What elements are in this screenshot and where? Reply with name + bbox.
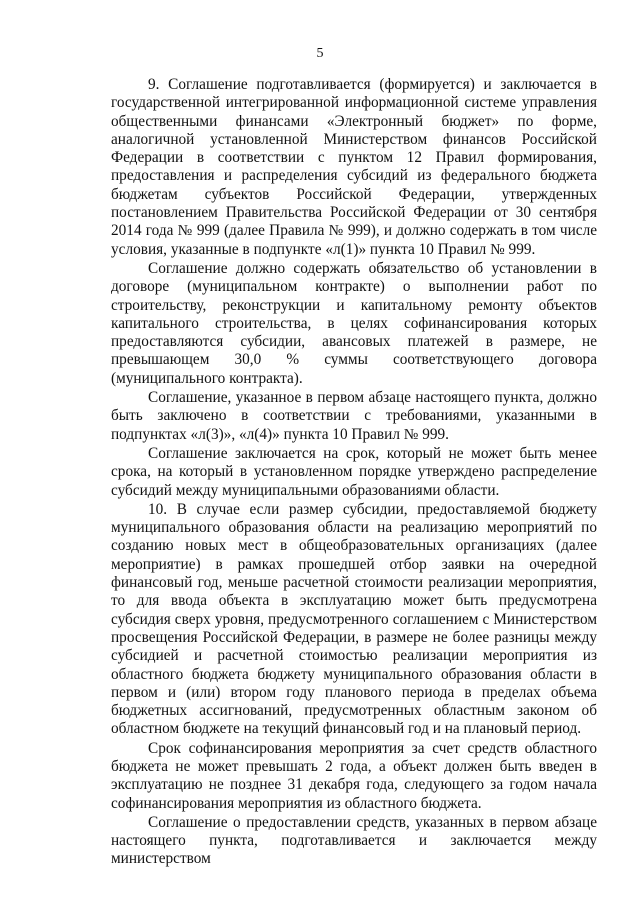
paragraph-cofinancing-term: Срок софинансирования мероприятия за счет средств областного бюджета не может превышать 2 года, а объект должен быть введен в эксплуатацию не позднее 31 декабря года, следующего за годом начала софинансирования мероприятия из областного бюджета.	[111, 739, 597, 812]
document-body	[111, 76, 597, 869]
paragraph-9: 9. Соглашение подготавливается (формируется) и заключается в государственной интегрированной информационной системе управления общественными финансами «Электронный бюджет» по форме, аналогичной установленной Министерством финансов Российской Федерации в соответствии с пунктом 12 Правил формирования, предоставления и распределения субсидий из федерального бюджета бюджетам субъектов Российской Федерации, утвержденных постановлением Правительства Российской Федерации от 30 сентября 2014 года № 999 (далее Правила № 999), и должно содержать в том числе условия, указанные в подпункте «л(1)» пункта 10 Правил № 999.	[111, 76, 597, 258]
paragraph-agreement-term: Соглашение заключается на срок, который не может быть менее срока, на который в установленном порядке утверждено распределение субсидий между муниципальными образованиями области.	[111, 444, 597, 499]
page-number: 5	[316, 46, 324, 61]
paragraph-10: 10. В случае если размер субсидии, предоставляемой бюджету муниципального образования области на реализацию мероприятий по созданию новых мест в общеобразовательных организациях (далее мероприятие) в рамках прошедшей отбор заявки на очередной финансовый год, меньше расчетной стоимости реализации мероприятия, то для ввода объекта в эксплуатацию может быть предусмотрена субсидия сверх уровня, предусмотренного соглашением с Министерством просвещения Российской Федерации, в размере не более разницы между субсидией и расчетной стоимостью реализации мероприятия из областного бюджета бюджету муниципального образования области в первом и (или) втором году планового периода в пределах объема бюджетных ассигнований, предусмотренных областным законом об областном бюджете на текущий финансовый год и на плановый период.	[111, 500, 597, 738]
paragraph-agreement-requirements: Соглашение, указанное в первом абзаце настоящего пункта, должно быть заключено в соответствии с требованиями, указанными в подпунктах «л(3)», «л(4)» пункта 10 Правил № 999.	[111, 389, 597, 443]
paragraph-agreement-obligation: Соглашение должно содержать обязательство об установлении в договоре (муниципальном контракте) о выполнении работ по строительству, реконструкции и капитальному ремонту объектов капитального строительства, в целях софинансирования которых предоставляются субсидии, авансовых платежей в размере, не превышающем 30,0 % суммы соответствующего договора (муниципального контракта).	[111, 259, 597, 387]
paragraph-agreement-funds: Соглашение о предоставлении средств, указанных в первом абзаце настоящего пункта, подготавливается и заключается между министерством	[111, 813, 597, 868]
